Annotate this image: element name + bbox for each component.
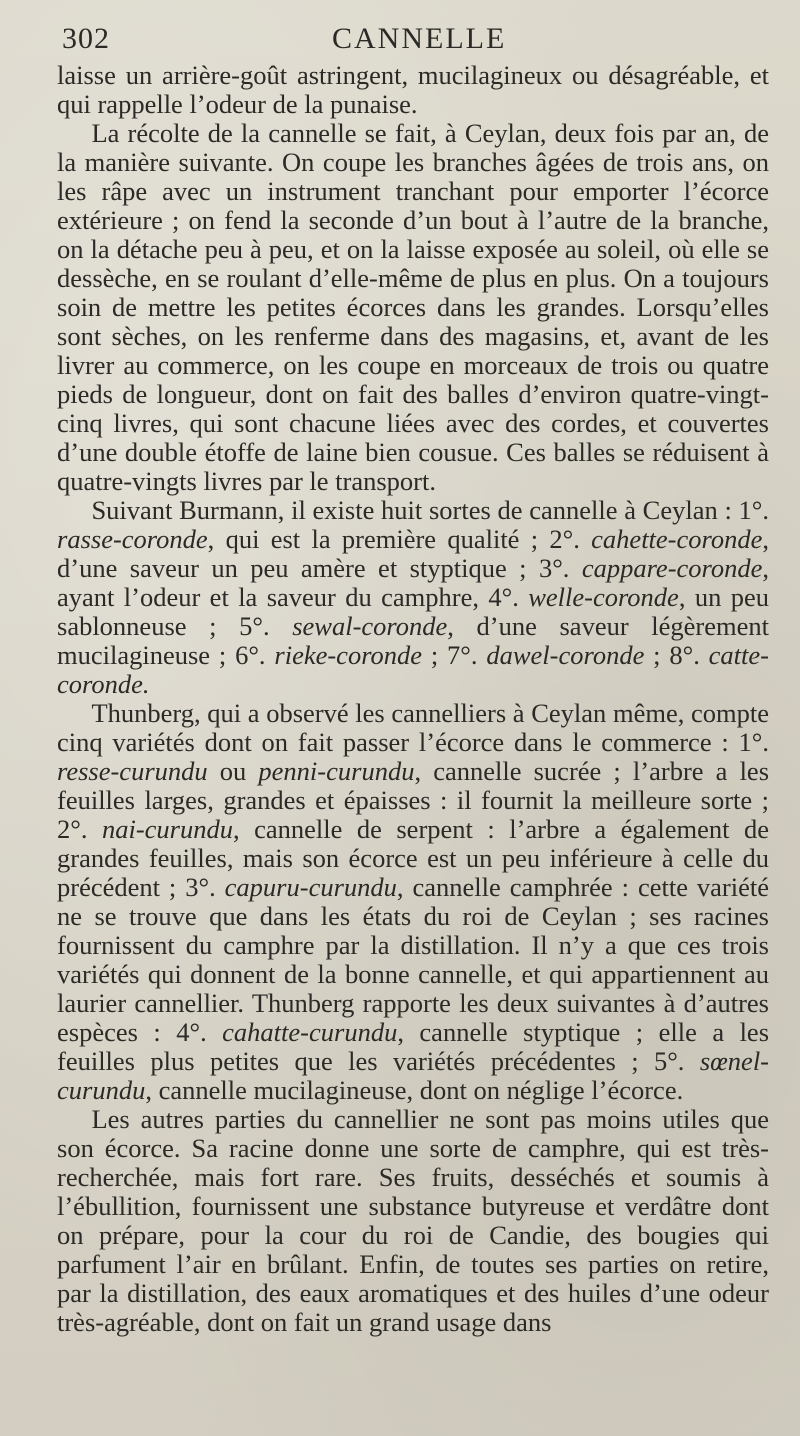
body-text (57, 61, 769, 1337)
text-run: ou (207, 756, 259, 786)
text-run: , cannelle styptique ; elle a les feuilles plus petites que les variétés précédentes ; 5°. (57, 1017, 770, 1076)
text-run: , un peu sablonneuse ; 5°. (57, 582, 769, 641)
text-run: Thunberg, qui a observé les cannelliers à Ceylan même, compte cinq variétés dont on fait passer l’écorce dans le commerce : 1°. (57, 698, 769, 757)
italic-term: resse-curundu (57, 756, 208, 786)
text-run: , ayant l’odeur et la saveur du camphre, 4°. (57, 553, 769, 612)
paragraph (57, 61, 769, 119)
italic-term: welle-coronde (528, 582, 679, 612)
text-run: , d’une saveur légèrement mucilagineuse ; 6°. (57, 611, 769, 670)
italic-term: dawel-coronde (486, 640, 645, 670)
running-title: CANNELLE (332, 22, 507, 55)
italic-term: penni-curundu (258, 756, 415, 786)
italic-term: rasse-coronde (57, 524, 208, 554)
text-run: ; 8°. (644, 640, 709, 670)
text-run: , qui est la première qualité ; 2°. (207, 524, 592, 554)
italic-term: nai-curundu (101, 814, 233, 844)
italic-term: capuru-curundu (224, 872, 397, 902)
text-run: , cannelle sucrée ; l’arbre a les feuilles larges, grandes et épaisses : il fournit la meilleure sorte ; 2°. (57, 756, 770, 844)
italic-term: sœnel-curundu (57, 1046, 769, 1105)
text-run: Les autres parties du cannellier ne sont pas moins utiles que son écorce. Sa racine donne une sorte de camphre, qui est très-recherchée, mais fort rare. Ses fruits, desséchés et soumis à l’ébullition, fournissent une substance butyreuse et verdâtre dont on prépare, pour la cour du roi de Candie, des bougies qui parfument l’air en brûlant. Enfin, de toutes ses parties on retire, par la distillation, des eaux aromatiques et des huiles d’une odeur très-agréable, dont on fait un grand usage dans (57, 1104, 769, 1337)
italic-term: catte-coronde. (57, 640, 769, 699)
italic-term: cahatte-curundu (222, 1017, 398, 1047)
text-run: , cannelle camphrée : cette variété ne se trouve que dans les états du roi de Ceylan ; ses racines fournissent du camphre par la distillation. Il n’y a que ces trois variétés qui donnent de la bonne cannelle, et qui appartiennent au laurier cannellier. Thunberg rapporte les deux suivantes à d’autres espèces : 4°. (57, 872, 769, 1047)
text-run: La récolte de la cannelle se fait, à Ceylan, deux fois par an, de la manière suivante. On coupe les branches âgées de trois ans, on les râpe avec un instrument tranchant pour emporter l’écorce extérieure ; on fend la seconde d’un bout à l’autre de la branche, on la détache peu à peu, et on la laisse exposée au soleil, où elle se dessèche, en se roulant d’elle-même de plus en plus. On a toujours soin de mettre les petites écorces dans les grandes. Lorsqu’elles sont sèches, on les renferme dans des magasins, et, avant de les livrer au commerce, on les coupe en morceaux de trois ou quatre pieds de longueur, dont on fait des balles d’environ quatre-vingt-cinq livres, qui sont chacune liées avec des cordes, et couvertes d’une double étoffe de laine bien cousue. Ces balles se réduisent à quatre-vingts livres par le transport. (57, 118, 769, 496)
italic-term: rieke-coronde (274, 640, 423, 670)
page-number: 302 (62, 22, 110, 55)
paragraph (57, 496, 769, 699)
text-run: Suivant Burmann, il existe huit sortes de cannelle à Ceylan : 1°. (91, 495, 769, 525)
paragraph (57, 1105, 769, 1337)
text-run: ; 7°. (422, 640, 487, 670)
page-header (62, 22, 760, 58)
paragraph (57, 119, 769, 496)
text-run: , d’une saveur un peu amère et styptique ; 3°. (57, 524, 769, 583)
text-run: , cannelle de serpent : l’arbre a également de grandes feuilles, mais son écorce est un peu inférieure à celle du précédent ; 3°. (57, 814, 769, 902)
italic-term: sewal-coronde (292, 611, 448, 641)
italic-term: cappare-coronde (581, 553, 763, 583)
paragraph (57, 699, 769, 1105)
italic-term: cahette-coronde (591, 524, 763, 554)
text-run: , cannelle mucilagineuse, dont on néglige l’écorce. (145, 1075, 684, 1105)
text-run: laisse un arrière-goût astringent, mucilagineux ou désagréable, et qui rappelle l’odeur de la punaise. (57, 60, 769, 119)
